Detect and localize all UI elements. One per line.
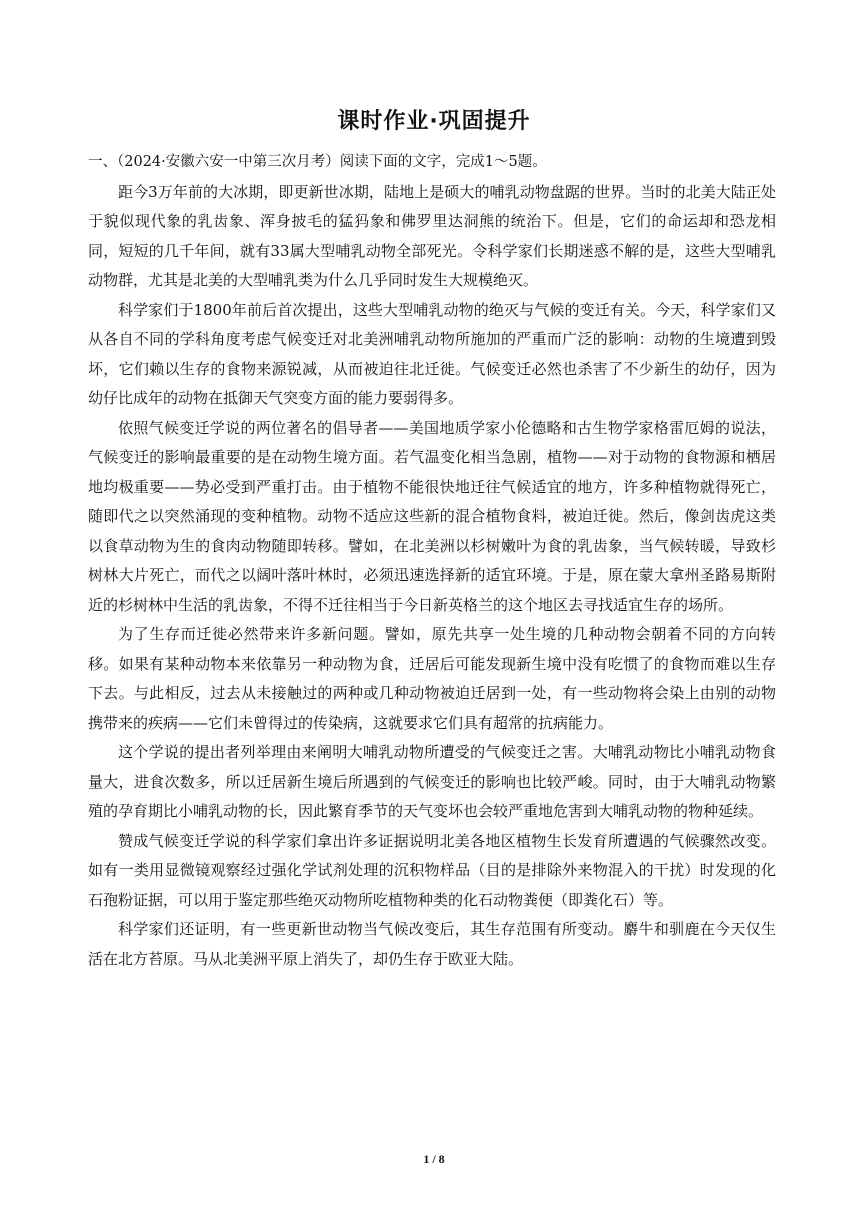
paragraph-4: 为了生存而迁徙必然带来许多新问题。譬如，原先共享一处生境的几种动物会朝着不同的方向转移。如果有某种动物本来依靠另一种动物为食，迁居后可能发现新生境中没有吃惯了的食物而难以生存下去。与此相反，过去从未接触过的两种或几种动物被迫迁居到一处，有一些动物将会染上由别的动物携带来的疾病——它们未曾得过的传染病，这就要求它们具有超常的抗病能力。 xyxy=(88,625,776,732)
page-number: 1 / 8 xyxy=(423,1152,445,1166)
paragraph-2: 科学家们于1800年前后首次提出，这些大型哺乳动物的绝灭与气候的变迁有关。今天，科学家们又从各自不同的学科角度考虑气候变迁对北美洲哺乳动物所施加的严重而广泛的影响：动物的生境遭到毁坏，它们赖以生存的食物来源锐减，从而被迫往北迁徙。气候变迁必然也杀害了不少新生的幼仔，因为幼仔比成年的动物在抵御天气突变方面的能力要弱得多。 xyxy=(88,300,776,407)
paragraph-6: 赞成气候变迁学说的科学家们拿出许多证据说明北美各地区植物生长发育所遭遇的气候骤然改变。如有一类用显微镜观察经过强化学试剂处理的沉积物样品（目的是排除外来物混入的干扰）时发现的化石孢粉证据，可以用于鉴定那些绝灭动物所吃植物种类的化石动物粪便（即粪化石）等。 xyxy=(88,831,776,909)
document-body xyxy=(88,148,776,974)
page-title: 课时作业·巩固提升 xyxy=(337,109,531,134)
paragraph-5: 这个学说的提出者列举理由来阐明大哺乳动物所遭受的气候变迁之害。大哺乳动物比小哺乳动物食量大，进食次数多，所以迁居新生境后所遇到的气候变迁的影响也比较严峻。同时，由于大哺乳动物繁殖的孕育期比小哺乳动物的长，因此繁育季节的天气变坏也会较严重地危害到大哺乳动物的物种延续。 xyxy=(88,743,776,820)
question-heading: 一、（2024·安徽六安一中第三次月考）阅读下面的文字，完成1～5题。 xyxy=(88,154,547,170)
paragraph-7: 科学家们还证明，有一些更新世动物当气候改变后，其生存范围有所变动。麝牛和驯鹿在今天仅生活在北方苔原。马从北美洲平原上消失了，却仍生存于欧亚大陆。 xyxy=(88,920,776,968)
paragraph-3: 依照气候变迁学说的两位著名的倡导者——美国地质学家小伦德略和古生物学家格雷厄姆的说法，气候变迁的影响最重要的是在动物生境方面。若气温变化相当急剧，植物——对于动物的食物源和栖居地均极重要——势必受到严重打击。由于植物不能很快地迁往气候适宜的地方，许多种植物就得死亡，随即代之以突然涌现的变种植物。动物不适应这些新的混合植物食料，被迫迁徙。然后，像剑齿虎这类以食草动物为生的食肉动物随即转移。譬如，在北美洲以杉树嫩叶为食的乳齿象，当气候转暖，导致杉树林大片死亡，而代之以阔叶落叶林时，必须迅速选择新的适宜环境。于是，原在蒙大拿州圣路易斯附近的杉树林中生活的乳齿象，不得不迁往相当于今日新英格兰的这个地区去寻找适宜生存的场所。 xyxy=(88,418,776,614)
paragraph-1: 距今3万年前的大冰期，即更新世冰期，陆地上是硕大的哺乳动物盘踞的世界。当时的北美大陆正处于貌似现代象的乳齿象、浑身披毛的猛犸象和佛罗里达洞熊的统治下。但是，它们的命运却和恐龙相同，短短的几千年间，就有33属大型哺乳动物全部死光。令科学家们长期迷惑不解的是，这些大型哺乳动物群，尤其是北美的大型哺乳类为什么几乎同时发生大规模绝灭。 xyxy=(88,182,776,289)
